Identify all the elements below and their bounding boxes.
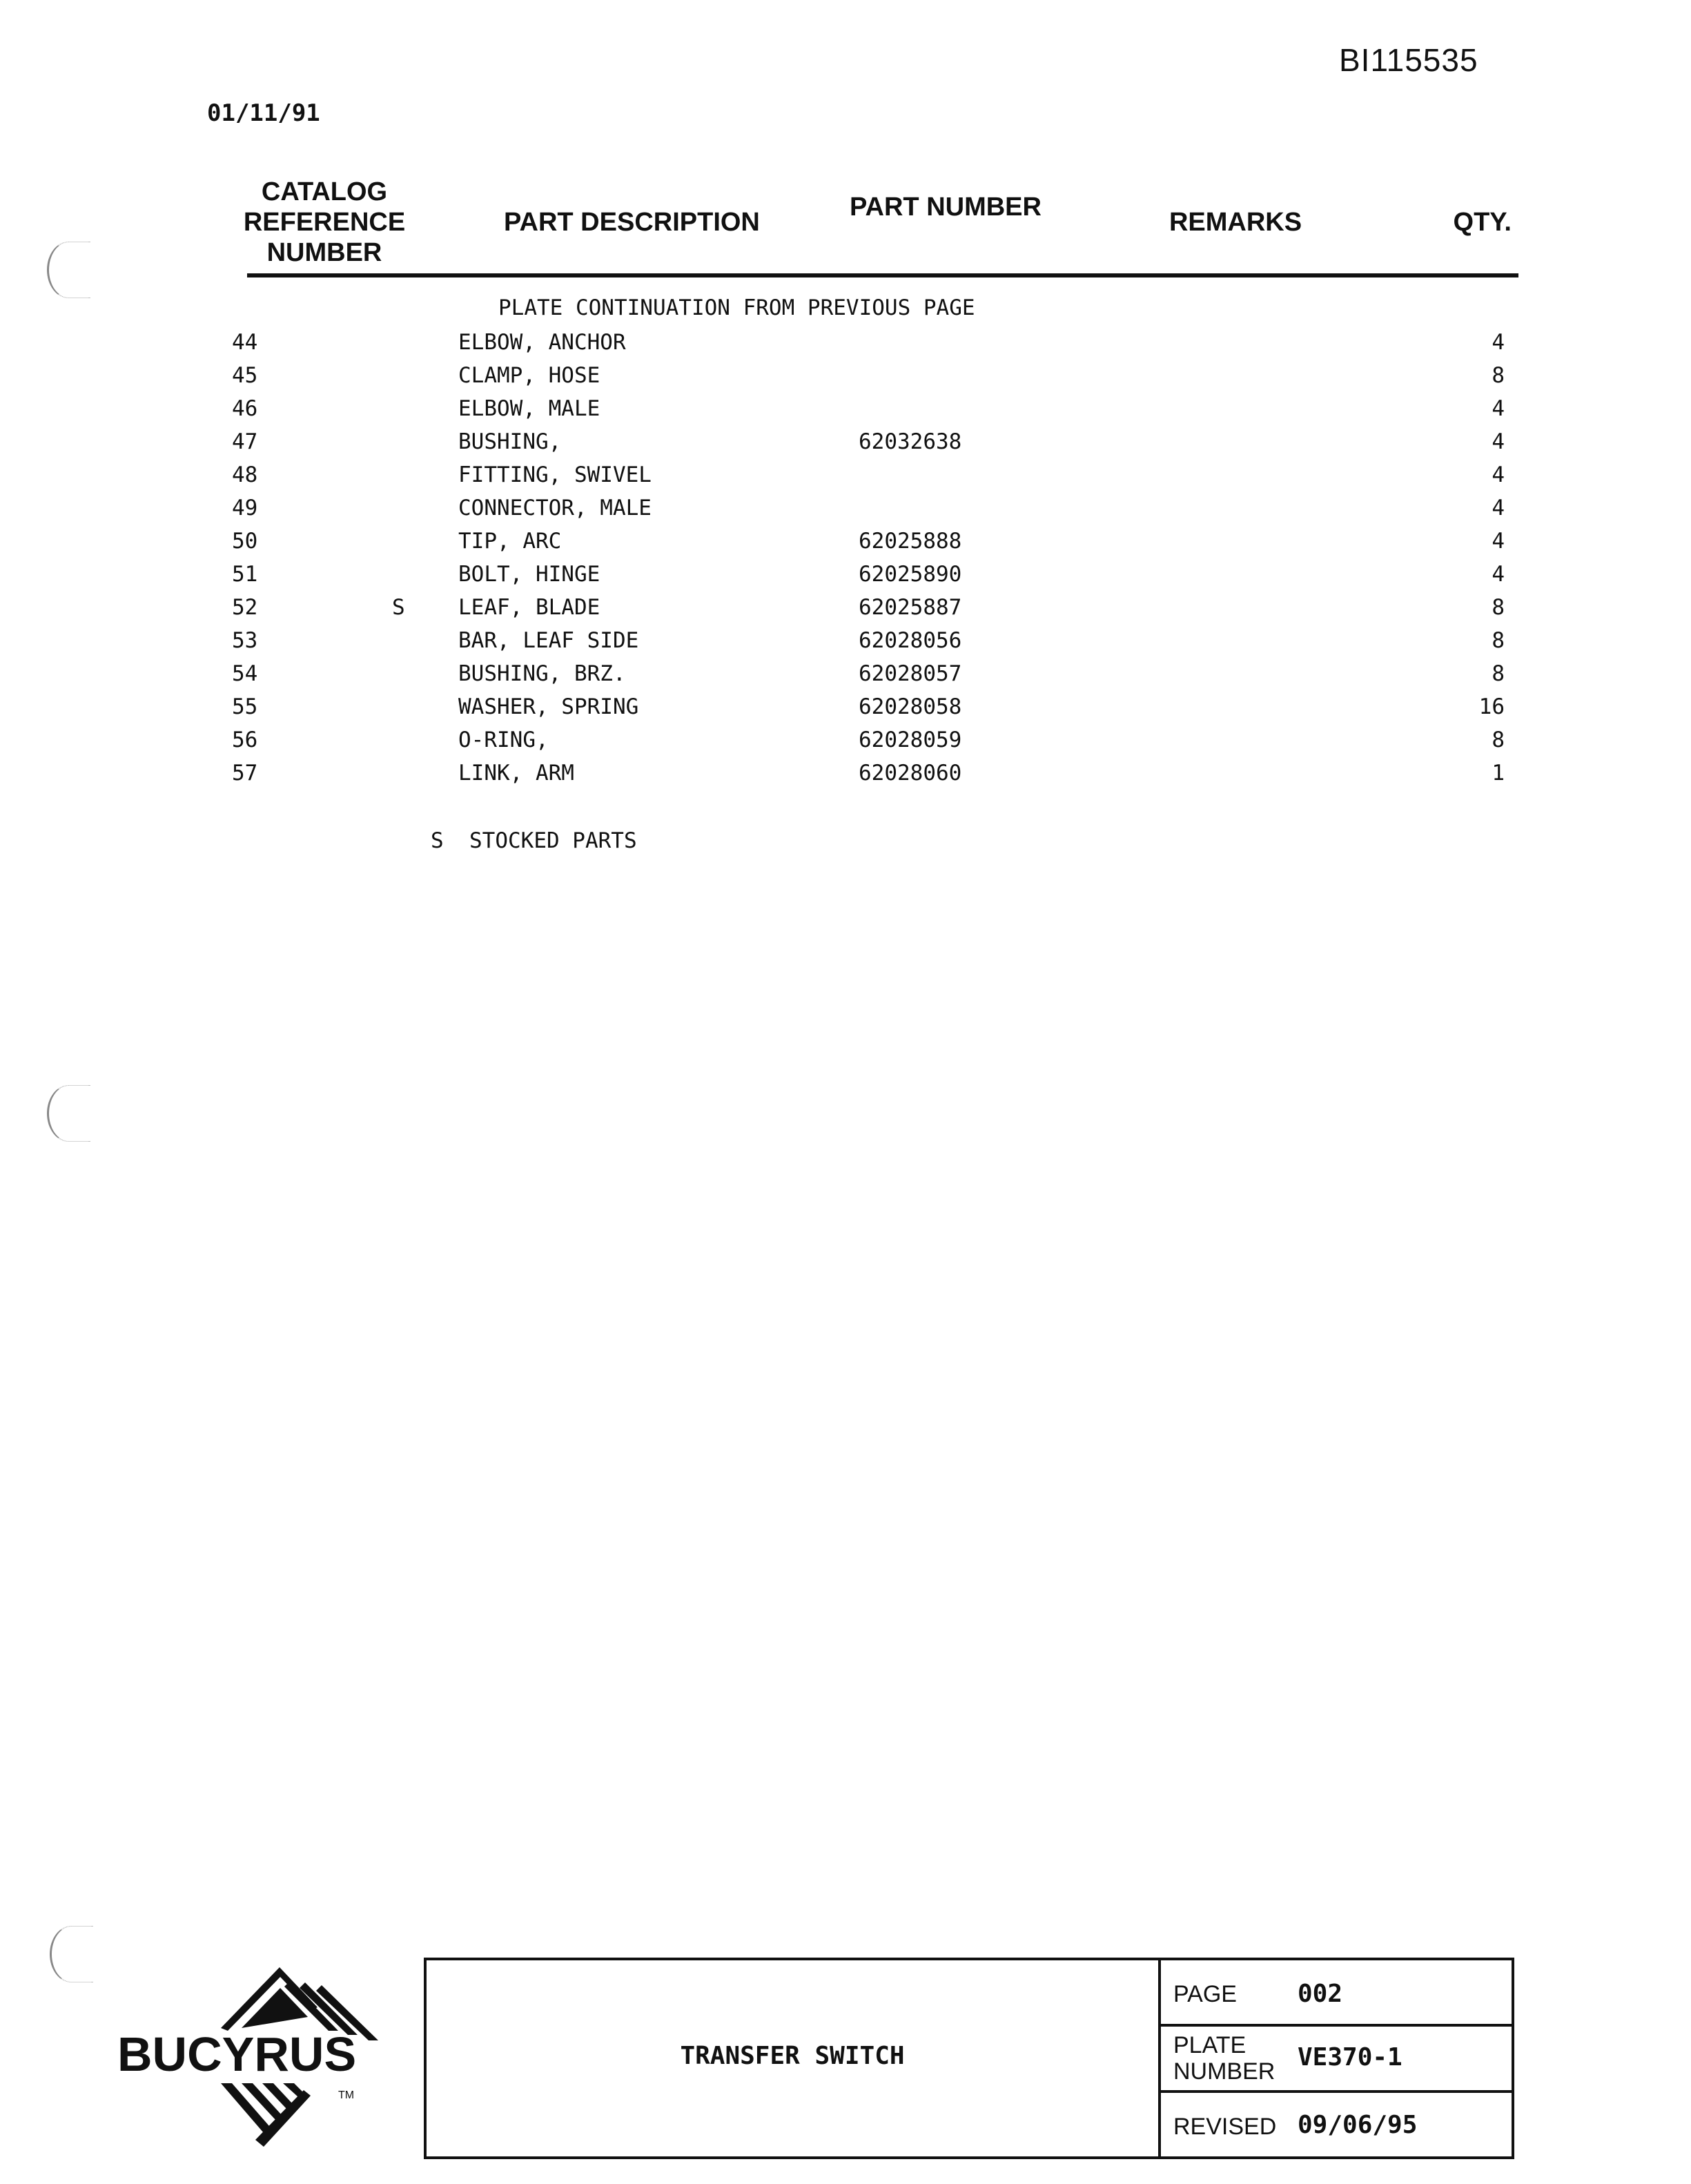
plate-label-line1: PLATE <box>1173 2032 1247 2058</box>
part-description: BAR, LEAF SIDE <box>458 628 639 653</box>
part-description: BOLT, HINGE <box>458 562 600 587</box>
quantity: 4 <box>1492 529 1505 554</box>
table-row <box>0 562 1691 595</box>
legend-flag: S <box>431 828 444 853</box>
quantity: 1 <box>1492 761 1505 786</box>
part-number: 62025890 <box>859 562 962 587</box>
part-number: 62028060 <box>859 761 962 786</box>
table-row <box>0 330 1691 363</box>
revised-label: REVISED <box>1173 2114 1277 2140</box>
punch-hole-middle <box>47 1085 90 1142</box>
quantity: 4 <box>1492 330 1505 355</box>
catalog-ref: 51 <box>232 562 258 587</box>
part-description: CLAMP, HOSE <box>458 363 600 388</box>
bucyrus-logo-mark <box>117 1967 407 2161</box>
legend-text: STOCKED PARTS <box>469 828 637 853</box>
title-block <box>424 1958 1514 2159</box>
info-divider <box>1161 2090 1514 2093</box>
punch-hole-top <box>47 242 90 298</box>
part-number: 62025887 <box>859 595 962 620</box>
table-row <box>0 595 1691 628</box>
page-number: 002 <box>1298 1980 1343 2008</box>
catalog-ref: 53 <box>232 628 258 653</box>
catalog-ref: 57 <box>232 761 258 786</box>
catalog-ref: 52 <box>232 595 258 620</box>
header-part-description: PART DESCRIPTION <box>504 208 760 237</box>
bucyrus-logo <box>117 1967 407 2161</box>
catalog-ref: 49 <box>232 496 258 520</box>
table-row <box>0 694 1691 728</box>
quantity: 8 <box>1492 661 1505 686</box>
catalog-ref: 56 <box>232 728 258 752</box>
quantity: 8 <box>1492 595 1505 620</box>
table-row <box>0 628 1691 661</box>
plate-number: VE370-1 <box>1298 2043 1402 2071</box>
part-description: O-RING, <box>458 728 549 752</box>
catalog-ref: 50 <box>232 529 258 554</box>
catalog-ref: 47 <box>232 429 258 454</box>
quantity: 4 <box>1492 396 1505 421</box>
part-description: LEAF, BLADE <box>458 595 600 620</box>
revised-date: 09/06/95 <box>1298 2111 1418 2139</box>
quantity: 4 <box>1492 462 1505 487</box>
catalog-ref: 44 <box>232 330 258 355</box>
table-row <box>0 728 1691 761</box>
quantity: 8 <box>1492 363 1505 388</box>
part-description: WASHER, SPRING <box>458 694 639 719</box>
part-number: 62025888 <box>859 529 962 554</box>
part-description: FITTING, SWIVEL <box>458 462 652 487</box>
stocked-parts-legend <box>431 828 637 853</box>
part-description: TIP, ARC <box>458 529 562 554</box>
table-row <box>0 363 1691 396</box>
table-row <box>0 429 1691 462</box>
header-catalog-reference-number: CATALOG REFERENCE NUMBER <box>243 177 406 267</box>
catalog-ref: 46 <box>232 396 258 421</box>
catalog-ref: 45 <box>232 363 258 388</box>
quantity: 16 <box>1478 694 1505 719</box>
assembly-title: TRANSFER SWITCH <box>680 2042 905 2070</box>
table-row <box>0 496 1691 529</box>
table-row <box>0 462 1691 496</box>
plate-label-line2: NUMBER <box>1173 2058 1275 2085</box>
info-divider <box>1161 2024 1514 2027</box>
quantity: 4 <box>1492 562 1505 587</box>
document-date: 01/11/91 <box>207 99 320 127</box>
document-id: BI115535 <box>1339 42 1478 78</box>
part-description: CONNECTOR, MALE <box>458 496 652 520</box>
part-description: BUSHING, <box>458 429 562 454</box>
quantity: 8 <box>1492 728 1505 752</box>
quantity: 4 <box>1492 496 1505 520</box>
table-row <box>0 396 1691 429</box>
quantity: 4 <box>1492 429 1505 454</box>
catalog-ref: 55 <box>232 694 258 719</box>
stock-flag: S <box>392 595 405 620</box>
part-description: BUSHING, BRZ. <box>458 661 626 686</box>
header-divider <box>247 273 1518 277</box>
quantity: 8 <box>1492 628 1505 653</box>
page-label: PAGE <box>1173 1981 1237 2007</box>
part-number: 62028056 <box>859 628 962 653</box>
table-row <box>0 529 1691 562</box>
header-remarks: REMARKS <box>1169 208 1302 237</box>
part-number: 62028058 <box>859 694 962 719</box>
part-number: 62028059 <box>859 728 962 752</box>
punch-hole-bottom <box>50 1926 93 1982</box>
title-block-divider <box>1158 1960 1161 2156</box>
part-number: 62032638 <box>859 429 962 454</box>
table-row <box>0 761 1691 794</box>
catalog-ref: 54 <box>232 661 258 686</box>
header-qty: QTY. <box>1453 208 1512 237</box>
part-description: ELBOW, MALE <box>458 396 600 421</box>
logo-trademark: TM <box>338 2089 355 2101</box>
catalog-ref: 48 <box>232 462 258 487</box>
part-description: LINK, ARM <box>458 761 574 786</box>
part-number: 62028057 <box>859 661 962 686</box>
table-row <box>0 661 1691 694</box>
part-description: ELBOW, ANCHOR <box>458 330 626 355</box>
logo-wordmark: BUCYRUS <box>117 2027 357 2081</box>
header-part-number: PART NUMBER <box>850 193 1042 222</box>
continuation-note: PLATE CONTINUATION FROM PREVIOUS PAGE <box>498 295 975 320</box>
